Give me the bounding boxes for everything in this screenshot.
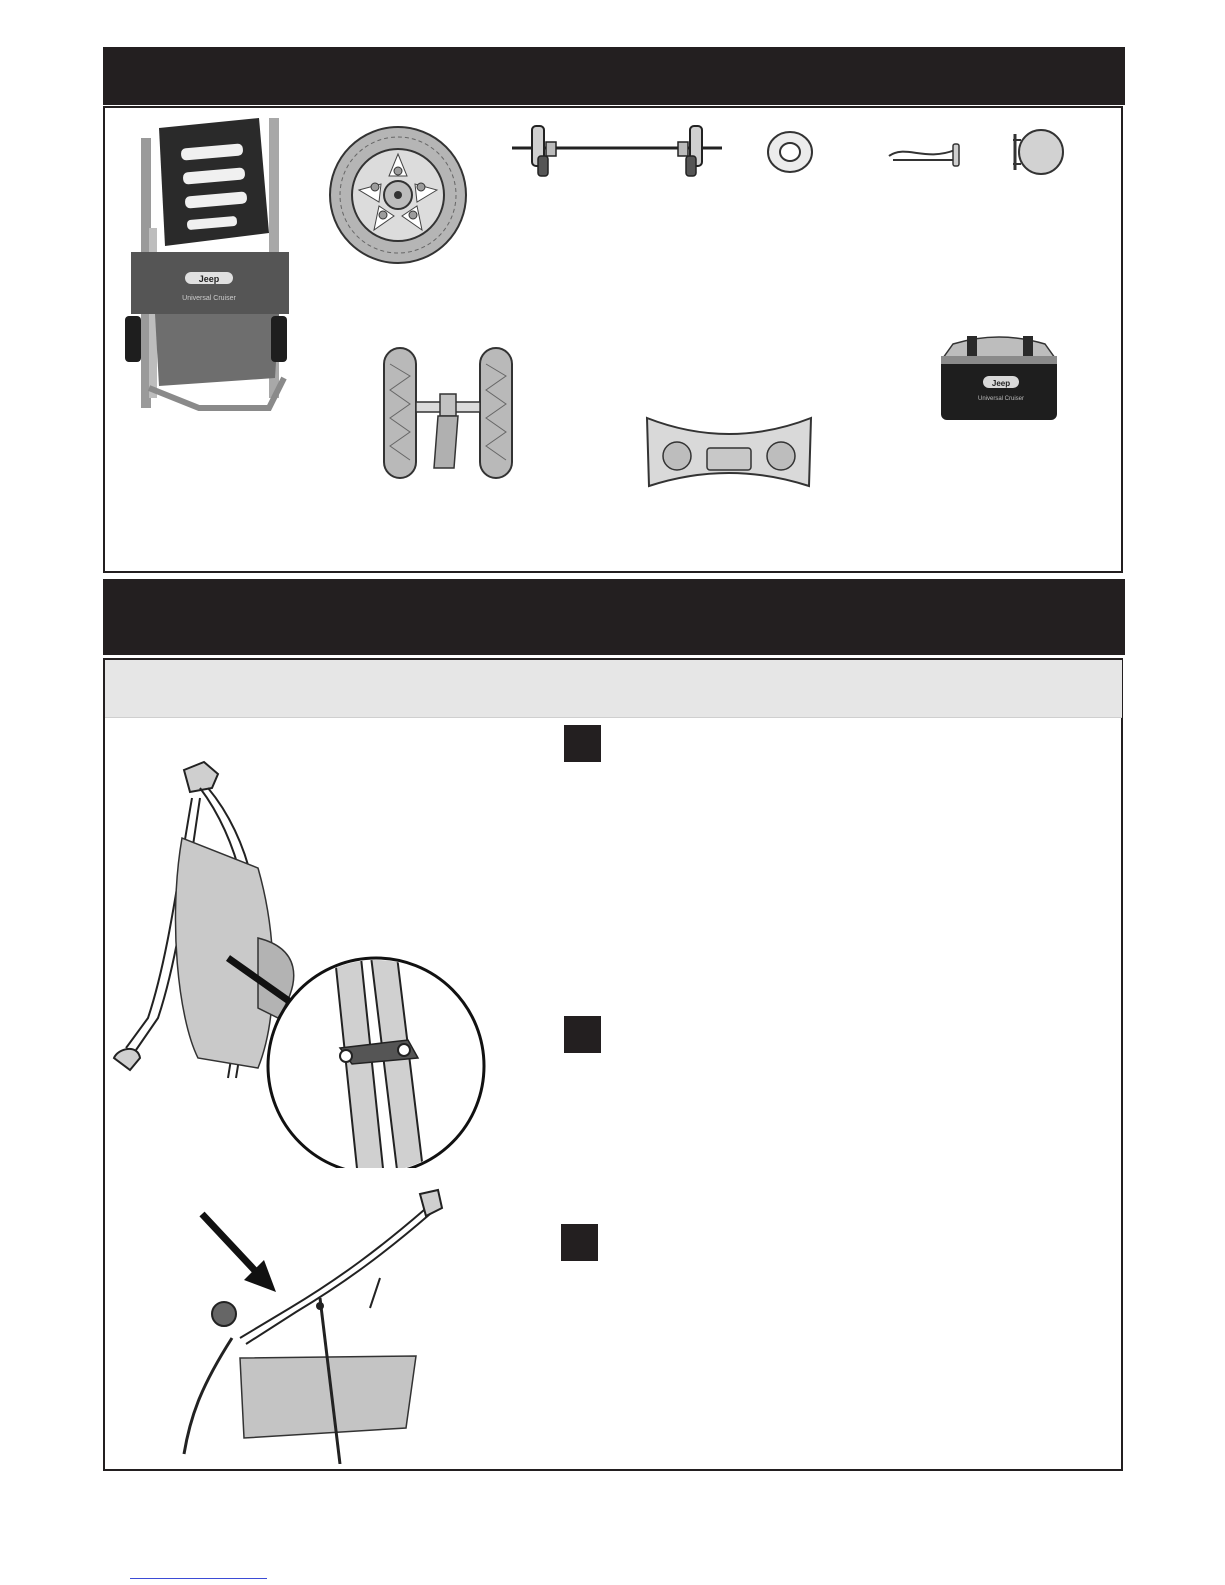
unfolded-frame-illustration bbox=[180, 1188, 460, 1464]
rear-axle-illustration bbox=[510, 122, 725, 182]
footer-underline bbox=[130, 1578, 267, 1579]
step-marker-1 bbox=[564, 725, 601, 762]
parts-panel bbox=[103, 106, 1123, 573]
bag-logo-text: Jeep bbox=[991, 379, 1011, 388]
step-marker-3 bbox=[561, 1224, 598, 1261]
jeep-logo-text: Jeep bbox=[198, 274, 220, 284]
product-logo-text: Universal Cruiser bbox=[182, 295, 236, 302]
stroller-frame-image bbox=[119, 108, 301, 424]
parent-tray-illustration bbox=[643, 410, 815, 490]
carry-bag-illustration bbox=[937, 330, 1061, 426]
bag-product-text: Universal Cruiser bbox=[977, 396, 1025, 402]
step-marker-2 bbox=[564, 1016, 601, 1053]
assembly-header-bar bbox=[103, 579, 1125, 655]
assembly-subheader-bar bbox=[105, 660, 1122, 718]
front-wheel-assembly-illustration bbox=[380, 344, 518, 482]
parts-header-bar bbox=[103, 47, 1125, 105]
washer-illustration bbox=[765, 130, 815, 174]
hitch-pin-illustration bbox=[885, 140, 965, 170]
rear-wheel-illustration bbox=[327, 124, 469, 266]
folded-stroller-illustration bbox=[108, 758, 488, 1168]
hub-cap-illustration bbox=[1007, 126, 1067, 178]
